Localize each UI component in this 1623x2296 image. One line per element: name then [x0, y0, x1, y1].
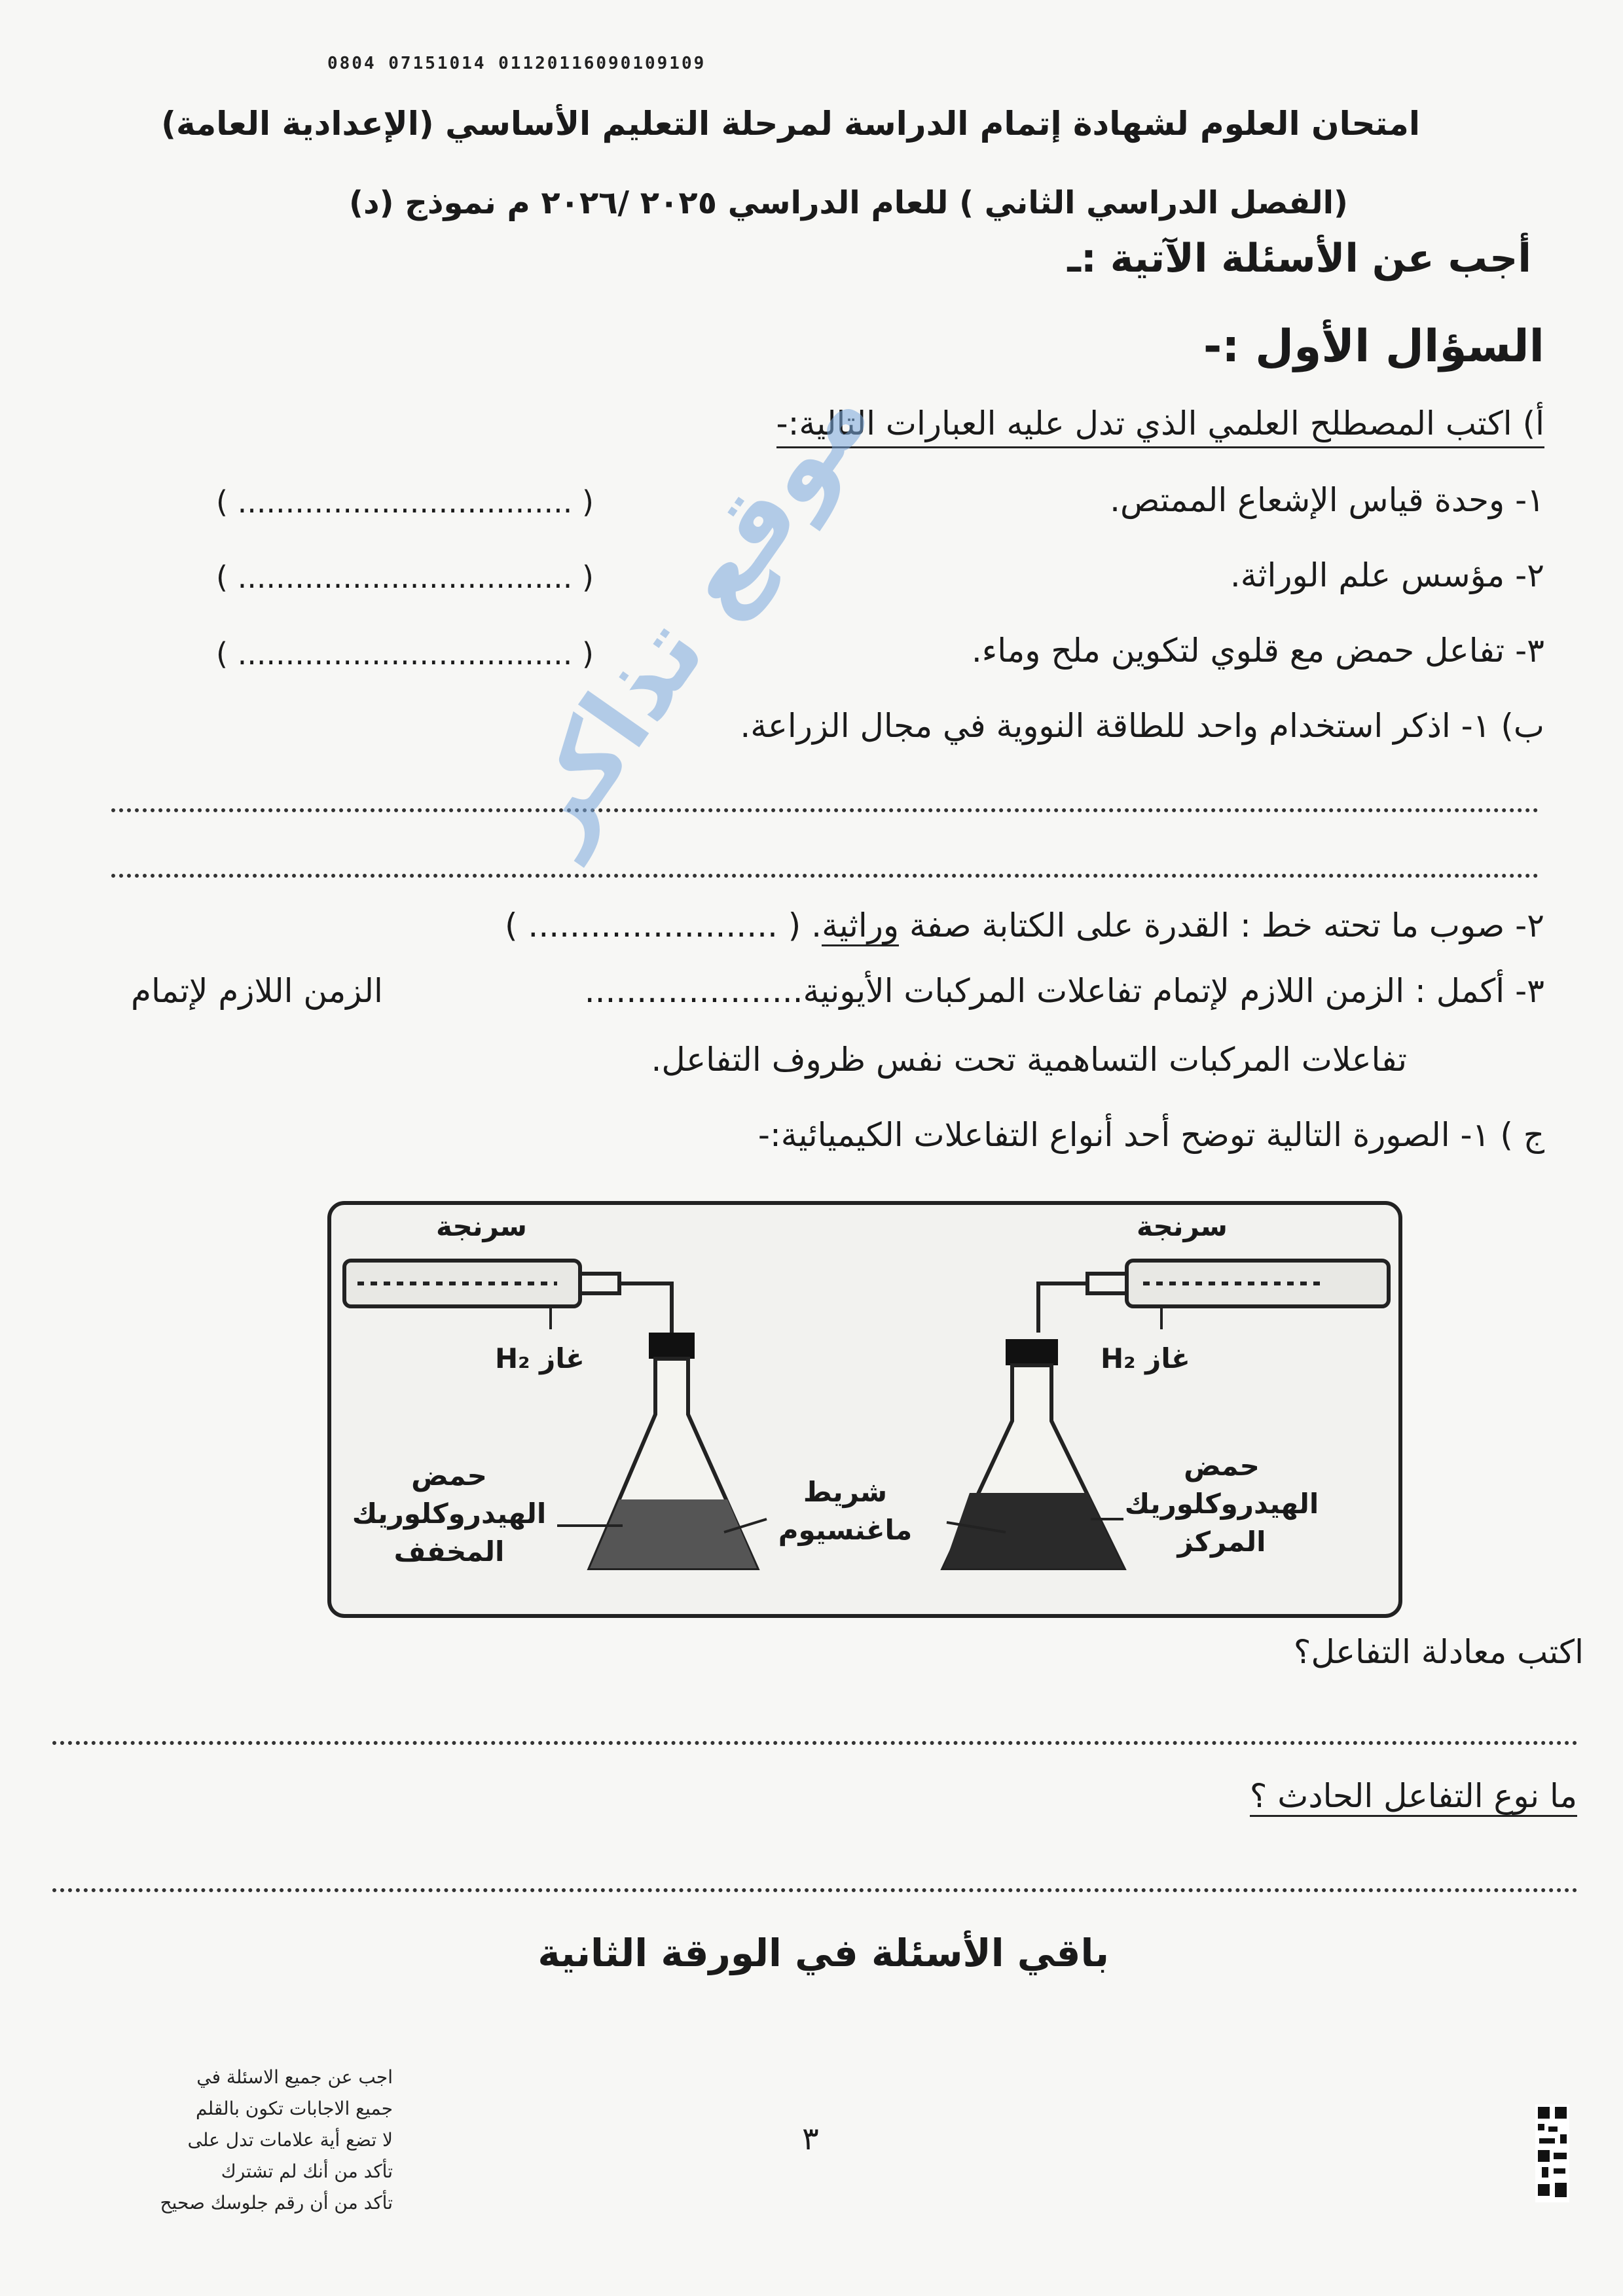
part-a-item-1: ١- وحدة قياس الإشعاع الممتص.: [1110, 481, 1544, 519]
magnesium-line1: شريط: [803, 1476, 888, 1508]
dilute-acid-line2: الهيدروكلوريك: [352, 1498, 547, 1530]
watermark: موقع تذاكر: [492, 362, 892, 865]
right-flask: [943, 1339, 1123, 1568]
part-c-heading: ج ) ١- الصورة التالية توضح أحد أنواع التفاعلات الكيميائية:-: [757, 1116, 1544, 1154]
syringe-label-left: سرنجة: [436, 1210, 527, 1242]
part-b-item-2-prefix: ٢- صوب ما تحته خط : القدرة على الكتابة صفة: [899, 906, 1544, 944]
gas-label-left: غاز H₂: [495, 1342, 585, 1374]
part-b-item-2: [505, 906, 1544, 944]
answer-line-2[interactable]: [111, 874, 1539, 878]
instruction: أجب عن الأسئلة الآتية :ـ: [1067, 236, 1531, 281]
conc-acid-line2: الهيدروكلوريك: [1124, 1488, 1319, 1520]
left-flask: [590, 1333, 757, 1568]
footer-note-3: لا تضع أية علامات تدل على: [187, 2129, 393, 2151]
part-a-blank-1[interactable]: ( ................................... ): [216, 484, 594, 520]
part-a-item-3: ٣- تفاعل حمض مع قلوي لتكوين ملح وماء.: [971, 632, 1544, 670]
dilute-acid-label: [344, 1457, 554, 1571]
page-number: ٣: [802, 2121, 819, 2157]
dilute-acid-line3: المخفف: [393, 1535, 505, 1568]
concentrated-acid-label: [1117, 1447, 1326, 1561]
equation-question: اكتب معادلة التفاعل؟: [1293, 1633, 1584, 1671]
reaction-type-question: [1250, 1777, 1577, 1815]
footer-note-4: تأكد من أنك لم تشترك: [221, 2161, 393, 2182]
conc-acid-line3: المركز: [1177, 1526, 1266, 1558]
dilute-acid-line1: حمض: [411, 1460, 487, 1492]
magnesium-line2: ماغنسيوم: [778, 1514, 913, 1546]
footer-note-5: تأكد من أن رقم جلوسك صحيح: [160, 2192, 393, 2214]
magnesium-label: [767, 1473, 924, 1549]
right-syringe: [1038, 1261, 1389, 1333]
conc-acid-line1: حمض: [1184, 1450, 1260, 1482]
underlined-word: وراثية: [822, 906, 899, 946]
footer-note-2: جميع الاجابات تكون بالقلم: [195, 2098, 393, 2119]
serial-number: 0804 07151014 01120116090109109: [327, 54, 706, 73]
part-a-item-2: ٢- مؤسس علم الوراثة.: [1230, 556, 1544, 594]
part-a-heading: أ) اكتب المصطلح العلمي الذي تدل عليه العبارات التالية:-: [776, 404, 1544, 448]
reaction-figure: [327, 1201, 1402, 1618]
closing-note: باقي الأسئلة في الورقة الثانية: [538, 1931, 1109, 1975]
equation-answer-line[interactable]: [52, 1741, 1578, 1745]
part-b-item-3-right: الزمن اللازم لإتمام: [131, 972, 383, 1010]
reaction-type-text: ما نوع التفاعل الحادث ؟: [1250, 1777, 1577, 1817]
qr-code-icon: [1535, 2104, 1569, 2202]
exam-subtitle: (الفصل الدراسي الثاني ) للعام الدراسي ٢٠٢٥ /٢٠٢٦ م نموذج (د): [349, 185, 1348, 221]
part-a-blank-2[interactable]: ( ................................... ): [216, 560, 594, 595]
footer-notes: [52, 2062, 393, 2219]
part-b-item-1: ب) ١- اذكر استخدام واحد للطاقة النووية في مجال الزراعة.: [740, 707, 1544, 745]
syringe-label-right: سرنجة: [1137, 1210, 1228, 1242]
question-1-title: السؤال الأول :-: [1203, 321, 1544, 372]
part-b-item-2-suffix[interactable]: . ( ........................ ): [505, 906, 822, 944]
part-b-item-3-line1: ٣- أكمل : الزمن اللازم لإتمام تفاعلات المركبات الأيونية.....................: [584, 972, 1544, 1010]
answer-line-1[interactable]: [111, 808, 1539, 812]
gas-label-right: غاز H₂: [1101, 1342, 1190, 1374]
part-a-blank-3[interactable]: ( ................................... ): [216, 636, 594, 672]
part-b-item-3-line2: تفاعلات المركبات التساهمية تحت نفس ظروف التفاعل.: [651, 1041, 1407, 1079]
footer-note-1: اجب عن جميع الاسئلة في: [196, 2066, 393, 2088]
reaction-type-answer-line[interactable]: [52, 1888, 1578, 1892]
exam-title: امتحان العلوم لشهادة إتمام الدراسة لمرحلة التعليم الأساسي (الإعدادية العامة): [161, 105, 1420, 143]
left-syringe: [344, 1261, 672, 1333]
